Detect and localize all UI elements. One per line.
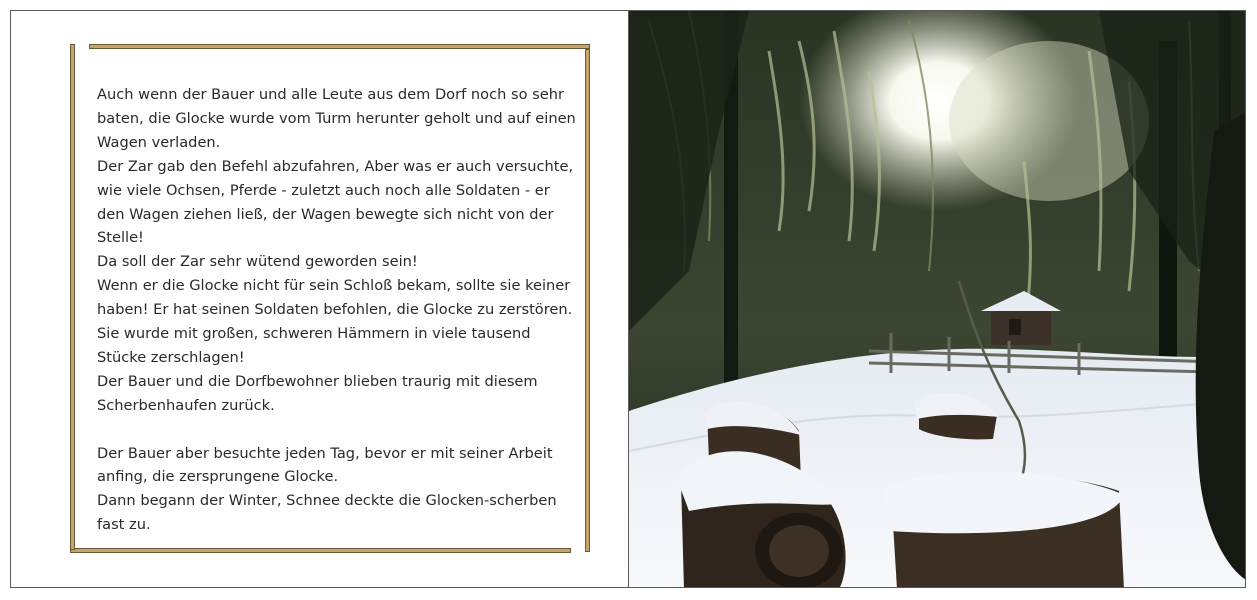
story-paragraph: Der Zar gab den Befehl abzufahren, Aber was er auch versuchte, wie viele Ochsen, Pferde - zuletzt auch noch alle Soldaten - er den Wagen ziehen ließ, der Wagen bewegte sich nicht von der Stelle! — [97, 157, 574, 247]
story-text — [97, 83, 577, 537]
snow-stump — [885, 472, 1124, 588]
frame-bar-left — [70, 44, 75, 550]
winter-forest-photo — [628, 11, 1246, 588]
text-page — [11, 11, 628, 588]
winter-scene-image — [629, 11, 1246, 588]
frame-bar-right — [585, 49, 590, 552]
paragraph-spacer — [97, 418, 577, 442]
frame-bar-bottom — [70, 548, 571, 553]
story-paragraph: Der Bauer und die Dorfbewohner blieben traurig mit diesem Scherbenhaufen zurück. — [97, 372, 538, 414]
book-spread — [10, 10, 1246, 588]
story-paragraph: Da soll der Zar sehr wütend geworden sein! — [97, 253, 418, 271]
story-paragraph: Wenn er die Glocke nicht für sein Schloß bekam, sollte sie keiner haben! Er hat seinen Soldaten befohlen, die Glocke zu zerstören. Sie wurde mit großen, schweren Hämmern in viele tausend Stücke zerschlagen! — [97, 277, 573, 366]
story-paragraph: Dann begann der Winter, Schnee deckte die Glocken-scherben fast zu. — [97, 492, 557, 534]
story-paragraph: Auch wenn der Bauer und alle Leute aus dem Dorf noch so sehr baten, die Glocke wurde vom Turm herunter geholt und auf einen Wagen verladen. — [97, 86, 576, 151]
frame-bar-top — [89, 44, 590, 49]
story-paragraph: Der Bauer aber besuchte jeden Tag, bevor er mit seiner Arbeit anfing, die zersprungene Glocke. — [97, 444, 553, 486]
